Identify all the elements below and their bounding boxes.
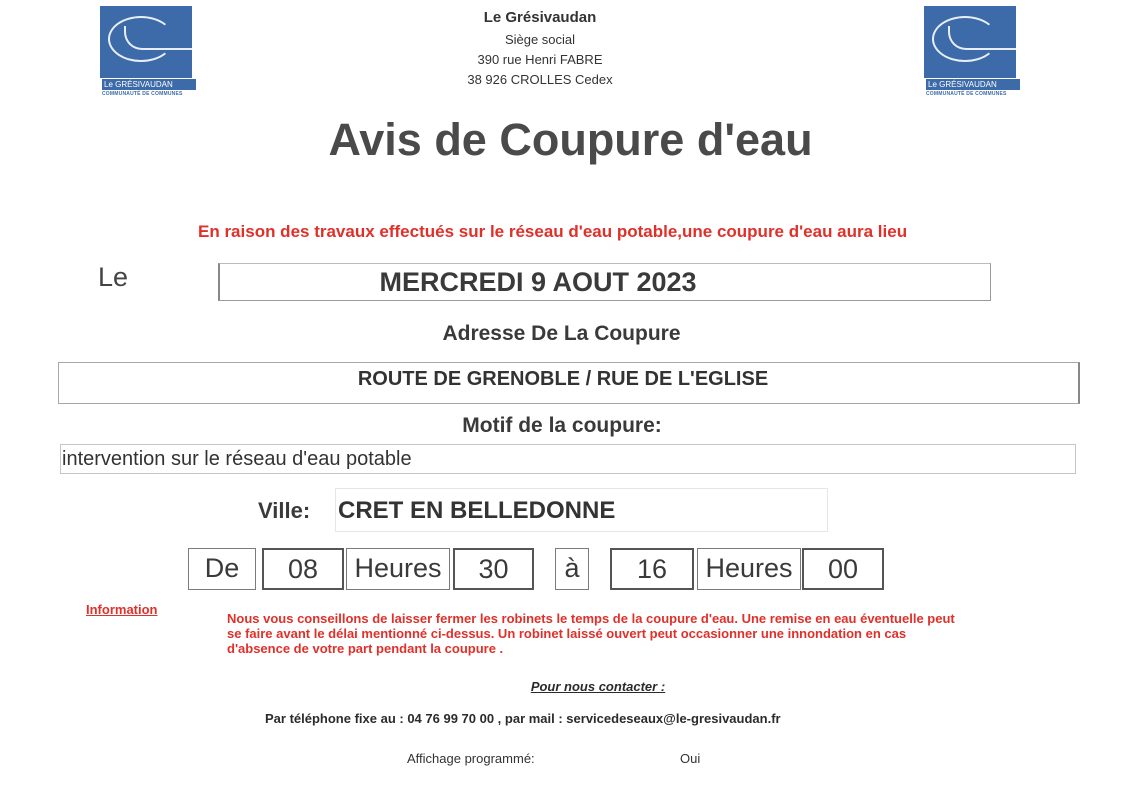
affichage-label: Affichage programmé: (407, 751, 535, 766)
information-line: se faire avant le délai mentionné ci-dessus. Un robinet laissé ouvert peut occasionner une innondation en cas (227, 626, 907, 641)
ville-label: Ville: (258, 498, 311, 523)
logo-subtitle: COMMUNAUTÉ DE COMMUNES (926, 91, 1007, 97)
org-line-3: 38 926 CROLLES Cedex (467, 72, 613, 87)
contact-title: Pour nous contacter : (530, 679, 666, 694)
information-label: Information (86, 602, 158, 617)
intro-notice: En raison des travaux effectués sur le réseau d'eau potable,une coupure d'eau aura lieu (198, 222, 908, 241)
date-value: MERCREDI 9 AOUT 2023 (379, 267, 697, 297)
page-title: Avis de Coupure d'eau (328, 114, 813, 165)
gresivaudan-logo-left (100, 6, 192, 98)
information-text (227, 611, 1057, 656)
contact-line: Par téléphone fixe au : 04 76 99 70 00 , par mail : servicedeseaux@le-gresivaudan.fr (265, 711, 781, 726)
schedule-heures-label-2: Heures (697, 548, 801, 590)
schedule-a-label: à (555, 548, 589, 590)
org-line-1: Siège social (504, 32, 576, 47)
org-line-2: 390 rue Henri FABRE (477, 52, 603, 67)
ville-value: CRET EN BELLEDONNE (338, 497, 616, 524)
logo-emblem (100, 6, 192, 78)
gresivaudan-logo-right (924, 6, 1016, 98)
address-value: ROUTE DE GRENOBLE / RUE DE L'EGLISE (357, 368, 769, 390)
start-hour-field: 08 (262, 548, 344, 590)
logo-name: Le GRÉSIVAUDAN (926, 79, 1020, 90)
motif-label: Motif de la coupure: (462, 414, 662, 437)
motif-value: intervention sur le réseau d'eau potable (62, 448, 412, 470)
date-label: Le (98, 262, 129, 292)
logo-emblem (924, 6, 1016, 78)
end-hour-field: 16 (610, 548, 694, 590)
address-label: Adresse De La Coupure (442, 322, 681, 345)
logo-name: Le GRÉSIVAUDAN (102, 79, 196, 90)
affichage-value: Oui (680, 751, 701, 766)
org-name: Le Grésivaudan (483, 9, 597, 26)
end-minute-field: 00 (802, 548, 884, 590)
information-line: Nous vous conseillons de laisser fermer les robinets le temps de la coupure d'eau. Une remise en eau éventuelle peut (227, 611, 955, 626)
logo-subtitle: COMMUNAUTÉ DE COMMUNES (102, 91, 183, 97)
start-minute-field: 30 (453, 548, 534, 590)
schedule-de-label: De (188, 548, 256, 590)
schedule-heures-label: Heures (346, 548, 450, 590)
information-line: d'absence de votre part pendant la coupure . (227, 641, 504, 656)
